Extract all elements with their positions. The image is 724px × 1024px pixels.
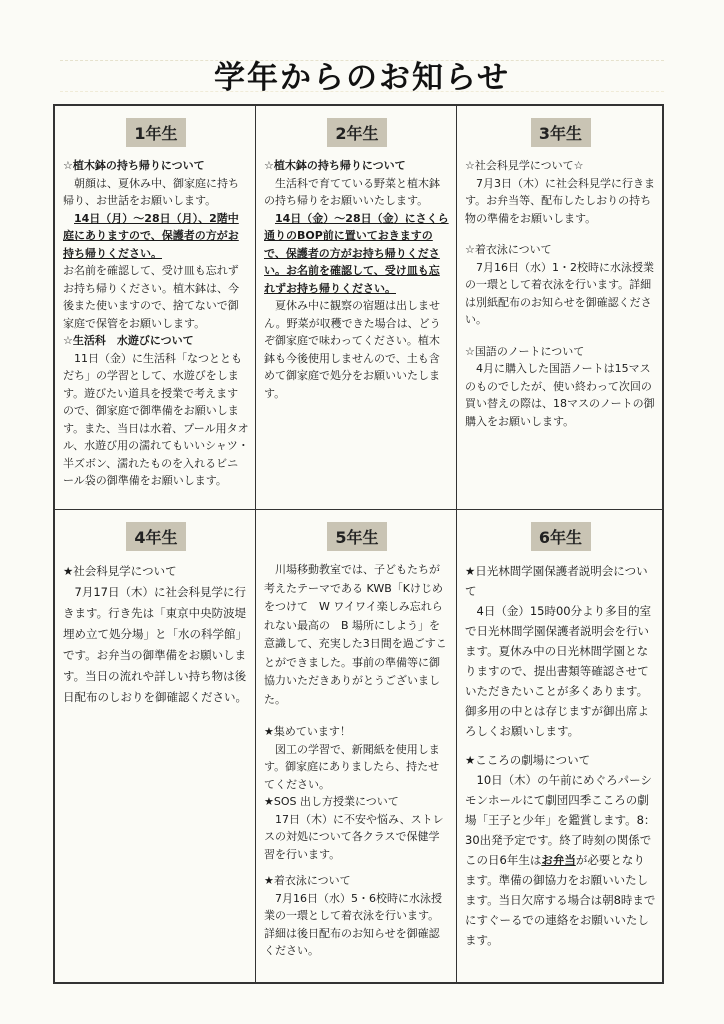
- grade4-label: 4年生: [126, 522, 186, 551]
- grade6-s1-heading: ★日光林間学園保護者説明会について: [465, 564, 648, 598]
- grade6-cell: [457, 510, 662, 982]
- grade1-s2-text1: 11日（金）に生活科「なつとともだち」の学習として、水遊びをします。遊びたい道具を授業で考えますので、御家庭で御準備をお願いします。また、当日は水着、プール用タオル、水遊び用の濡れてもいいシャツ・半ズボン、濡れたものを入れるビニール袋の御準備をお願いします。: [63, 351, 249, 487]
- grade1-label: 1年生: [126, 118, 186, 147]
- grade3-s2-text1: 7月16日（水）1・2校時に水泳授業の一環として着衣泳を行います。詳細は別紙配布のお知らせを御確認ください。: [465, 260, 654, 326]
- grade2-label: 2年生: [327, 118, 387, 147]
- grade5-intro: 川場移動教室では、子どもたちが考えたテーマである KWB「Kけじめをつけて W ワイワイ楽しみ忘れられない最高の B 場所にしよう」を意識して、充実した3日間を過ごすことができました。事前の準備等に御協力いただきありがとうございました。: [264, 563, 447, 706]
- grade5-s2-text1: 17日（木）に不安や悩み、ストレスの対処について各クラスで保健学習を行います。: [264, 812, 444, 861]
- grade5-s3-text1: 7月16日（水）5・6校時に水泳授業の一環として着衣泳を行います。詳細は後日配布のお知らせを御確認ください。: [264, 891, 442, 957]
- grade6-s2-heading: ★こころの劇場について: [465, 753, 591, 767]
- grade1-s1-text3: お名前を確認して、受け皿も忘れずお持ち帰りください。植木鉢は、今後また使いますので、捨てないで御家庭で保管をお願いします。: [63, 264, 239, 330]
- grade5-s1-heading: ★集めています！: [264, 725, 351, 738]
- page-title: 学年からのお知らせ: [213, 60, 511, 96]
- grade5-s3-heading: ★着衣泳について: [264, 874, 351, 887]
- grade3-label: 3年生: [531, 118, 591, 147]
- grade1-s1-heading: ☆植木鉢の持ち帰りについて: [63, 159, 205, 172]
- grade1-s1-text2: 14日（月）～28日（月）、2階中庭にありますので、保護者の方がお持ち帰りください。: [63, 211, 239, 260]
- grade5-s2-heading: ★SOS 出し方授業について: [264, 795, 399, 808]
- grade1-s1-text1: 朝顔は、夏休み中、御家庭に持ち帰り、お世話をお願いします。: [63, 176, 239, 207]
- grade2-s1-text3: 夏休み中に観察の宿題は出しません。野菜が収穫できた場合は、どうぞ御家庭で味わってください。植木鉢も今後使用しませんので、土も含めて御家庭で処分をお願いいたします。: [264, 299, 441, 400]
- grade5-label: 5年生: [327, 522, 387, 551]
- grade4-cell: [55, 510, 256, 982]
- grade2-s1-text1: 生活科で育てている野菜と植木鉢の持ち帰りをお願いいたします。: [264, 176, 440, 207]
- grade3-s2-heading: ☆着衣泳について: [465, 243, 552, 256]
- grade6-s2-text1b: が必要となります。準備の御協力をお願いいたします。当日欠席する場合は朝8時までにすぐーるでの連絡をお願いいたします。: [465, 853, 656, 947]
- grade3-s3-heading: ☆国語のノートについて: [465, 344, 585, 358]
- grade2-s1-heading: ☆植木鉢の持ち帰りについて: [264, 159, 406, 172]
- grade1-cell: [55, 106, 256, 510]
- grade2-s1-text2: 14日（金）～28日（金）にさくら通りのBOP前に置いておきますので、保護者の方がお持ち帰りください。お名前を確認して、受け皿も忘れずお持ち帰りください。: [264, 211, 449, 295]
- grade3-s1-text1: 7月3日（木）に社会科見学に行きます。お弁当等、配布したしおりの持ち物の準備をお願いします。: [465, 176, 655, 225]
- grade4-s1-text1: 7月17日（木）に社会科見学に行きます。行き先は「東京中央防波堤埋め立て処分場」と「水の科学館」です。お弁当の御準備をお願いします。当日の流れや詳しい持ち物は後日配布のしおりを御確認ください。: [63, 585, 247, 704]
- grade5-s1-text1: 図工の学習で、新聞紙を使用します。御家庭にありましたら、持たせてください。: [264, 742, 440, 791]
- grade3-s3-text1: 4月に購入した国語ノートは15マスのものでしたが、使い終わって次回の買い替えの際は、18マスのノートの御購入をお願いします。: [465, 362, 655, 428]
- grade1-s2-heading: ☆生活科 水遊びについて: [63, 334, 194, 347]
- grade6-s1-text1: 4日（金）15時00分より多目的室で日光林間学園保護者説明会を行います。夏休み中の日光林間学園となりますので、提出書類等確認させていただきたいことが多くあります。御多用の中とは存じますが御出席よろしくお願いします。: [465, 604, 652, 738]
- grade6-label: 6年生: [531, 522, 591, 551]
- grade3-cell: [457, 106, 662, 510]
- notice-grid: [53, 104, 664, 984]
- grade6-s2-text1: [465, 770, 656, 950]
- grade6-s2-text1a: 10日（木）の午前にめぐろパーシモンホールにて劇団四季こころの劇場「王子と少年」を鑑賞します。8：30出発予定です。終了時刻の関係でこの日6年生は: [465, 773, 656, 867]
- grade6-bento: お弁当: [541, 853, 576, 867]
- grade2-cell: [256, 106, 457, 510]
- grade5-cell: [256, 510, 457, 982]
- grade3-s1-heading: ☆社会科見学について☆: [465, 159, 584, 172]
- grade4-s1-heading: ★社会科見学について: [63, 564, 177, 578]
